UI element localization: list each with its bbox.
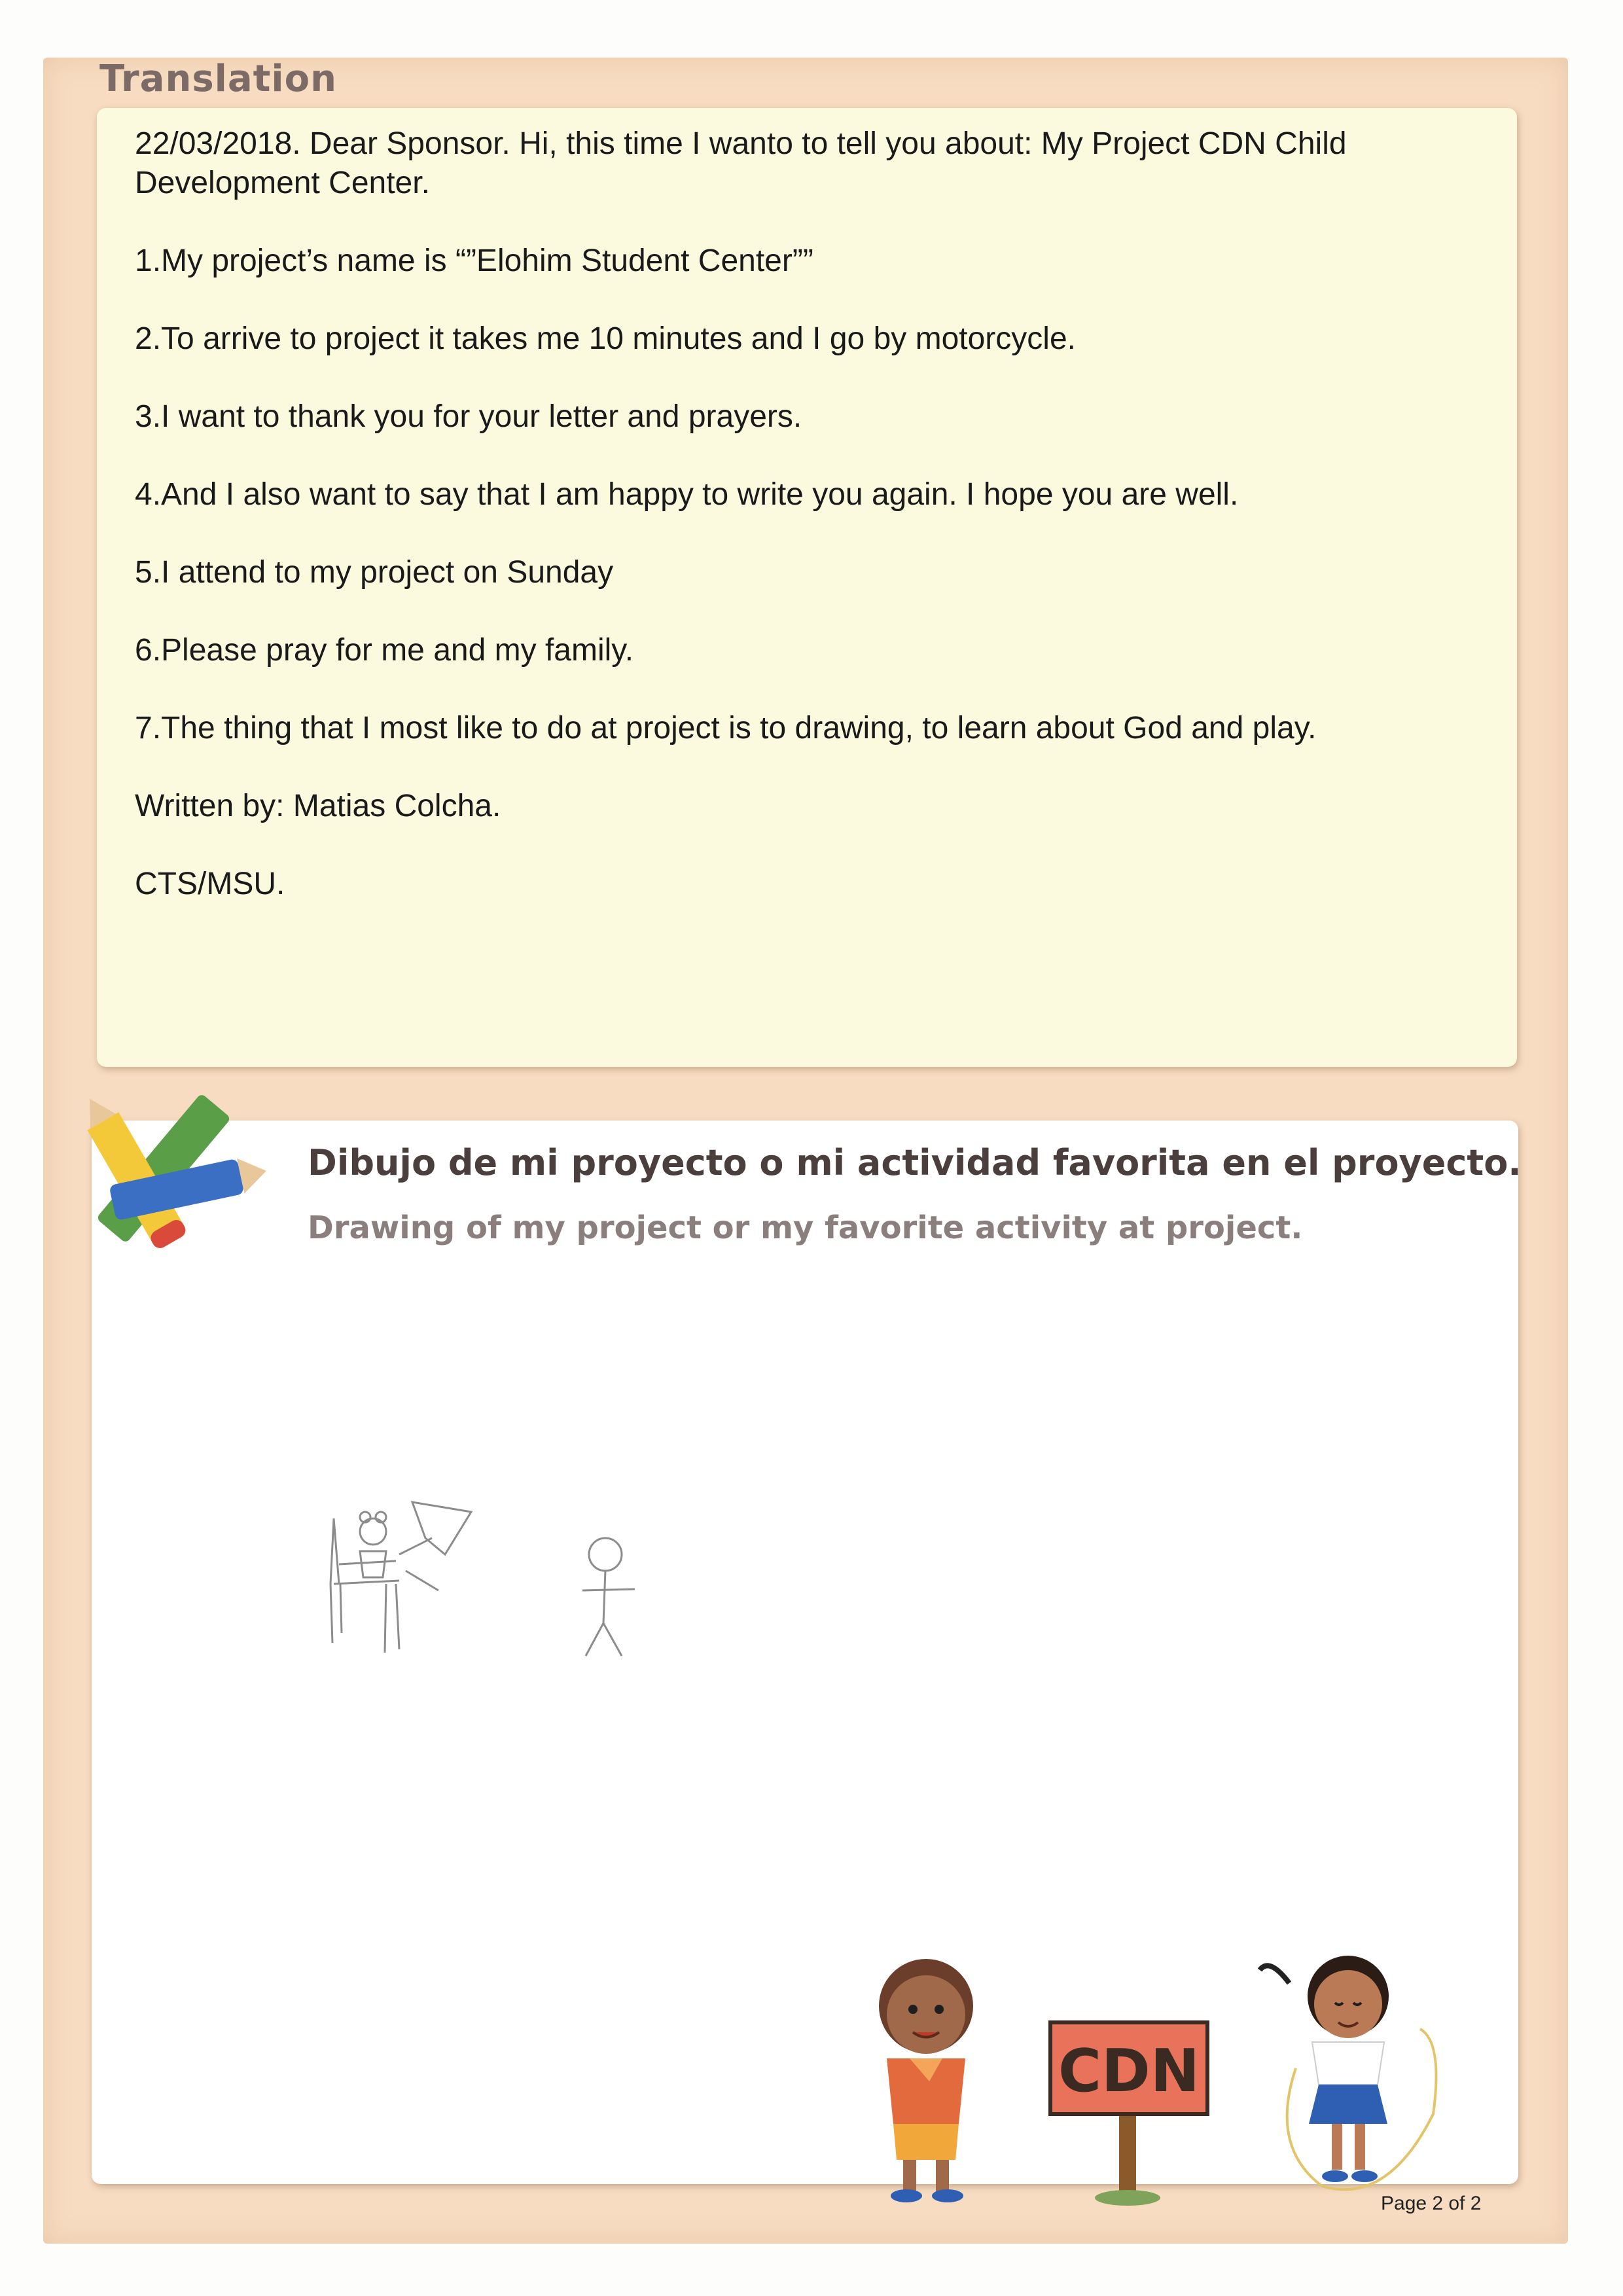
translation-heading: Translation — [99, 58, 337, 100]
letter-item-6: 6.Please pray for me and my family. — [135, 633, 634, 668]
letter-greeting: 22/03/2018. Dear Sponsor. Hi, this time I wanto to tell you about: My Project CDN Child Development Center. — [135, 126, 1347, 200]
letter-item-1: 1.My project’s name is “”Elohim Student Center”” — [135, 243, 813, 278]
pencils-icon — [59, 1073, 281, 1270]
letter-item-4: 4.And I also want to say that I am happy to write you again. I hope you are well. — [135, 477, 1239, 512]
drawing-subtitle: Drawing of my project or my favorite activity at project. — [308, 1210, 1303, 1246]
letter-item-3: 3.I want to thank you for your letter and prayers. — [135, 399, 802, 434]
cdn-sign-label: CDN — [1058, 2037, 1200, 2106]
cdn-sign-illustration — [1047, 2009, 1217, 2206]
girl-illustration — [1257, 1950, 1453, 2212]
letter-body — [135, 124, 1483, 942]
letter-item-7: 7.The thing that I most like to do at project is to drawing, to learn about God and play. — [135, 711, 1317, 745]
letter-signature: Written by: Matias Colcha. — [135, 789, 501, 823]
drawing-title: Dibujo de mi proyecto o mi actividad favorita en el proyecto. — [308, 1142, 1522, 1183]
letter-translator-code: CTS/MSU. — [135, 867, 285, 901]
letter-item-2: 2.To arrive to project it takes me 10 minutes and I go by motorcycle. — [135, 321, 1076, 356]
child-sketch — [308, 1492, 661, 1702]
page-number: Page 2 of 2 — [1381, 2193, 1482, 2214]
letter-item-5: 5.I attend to my project on Sunday — [135, 555, 614, 590]
boy-illustration — [844, 1950, 1014, 2212]
